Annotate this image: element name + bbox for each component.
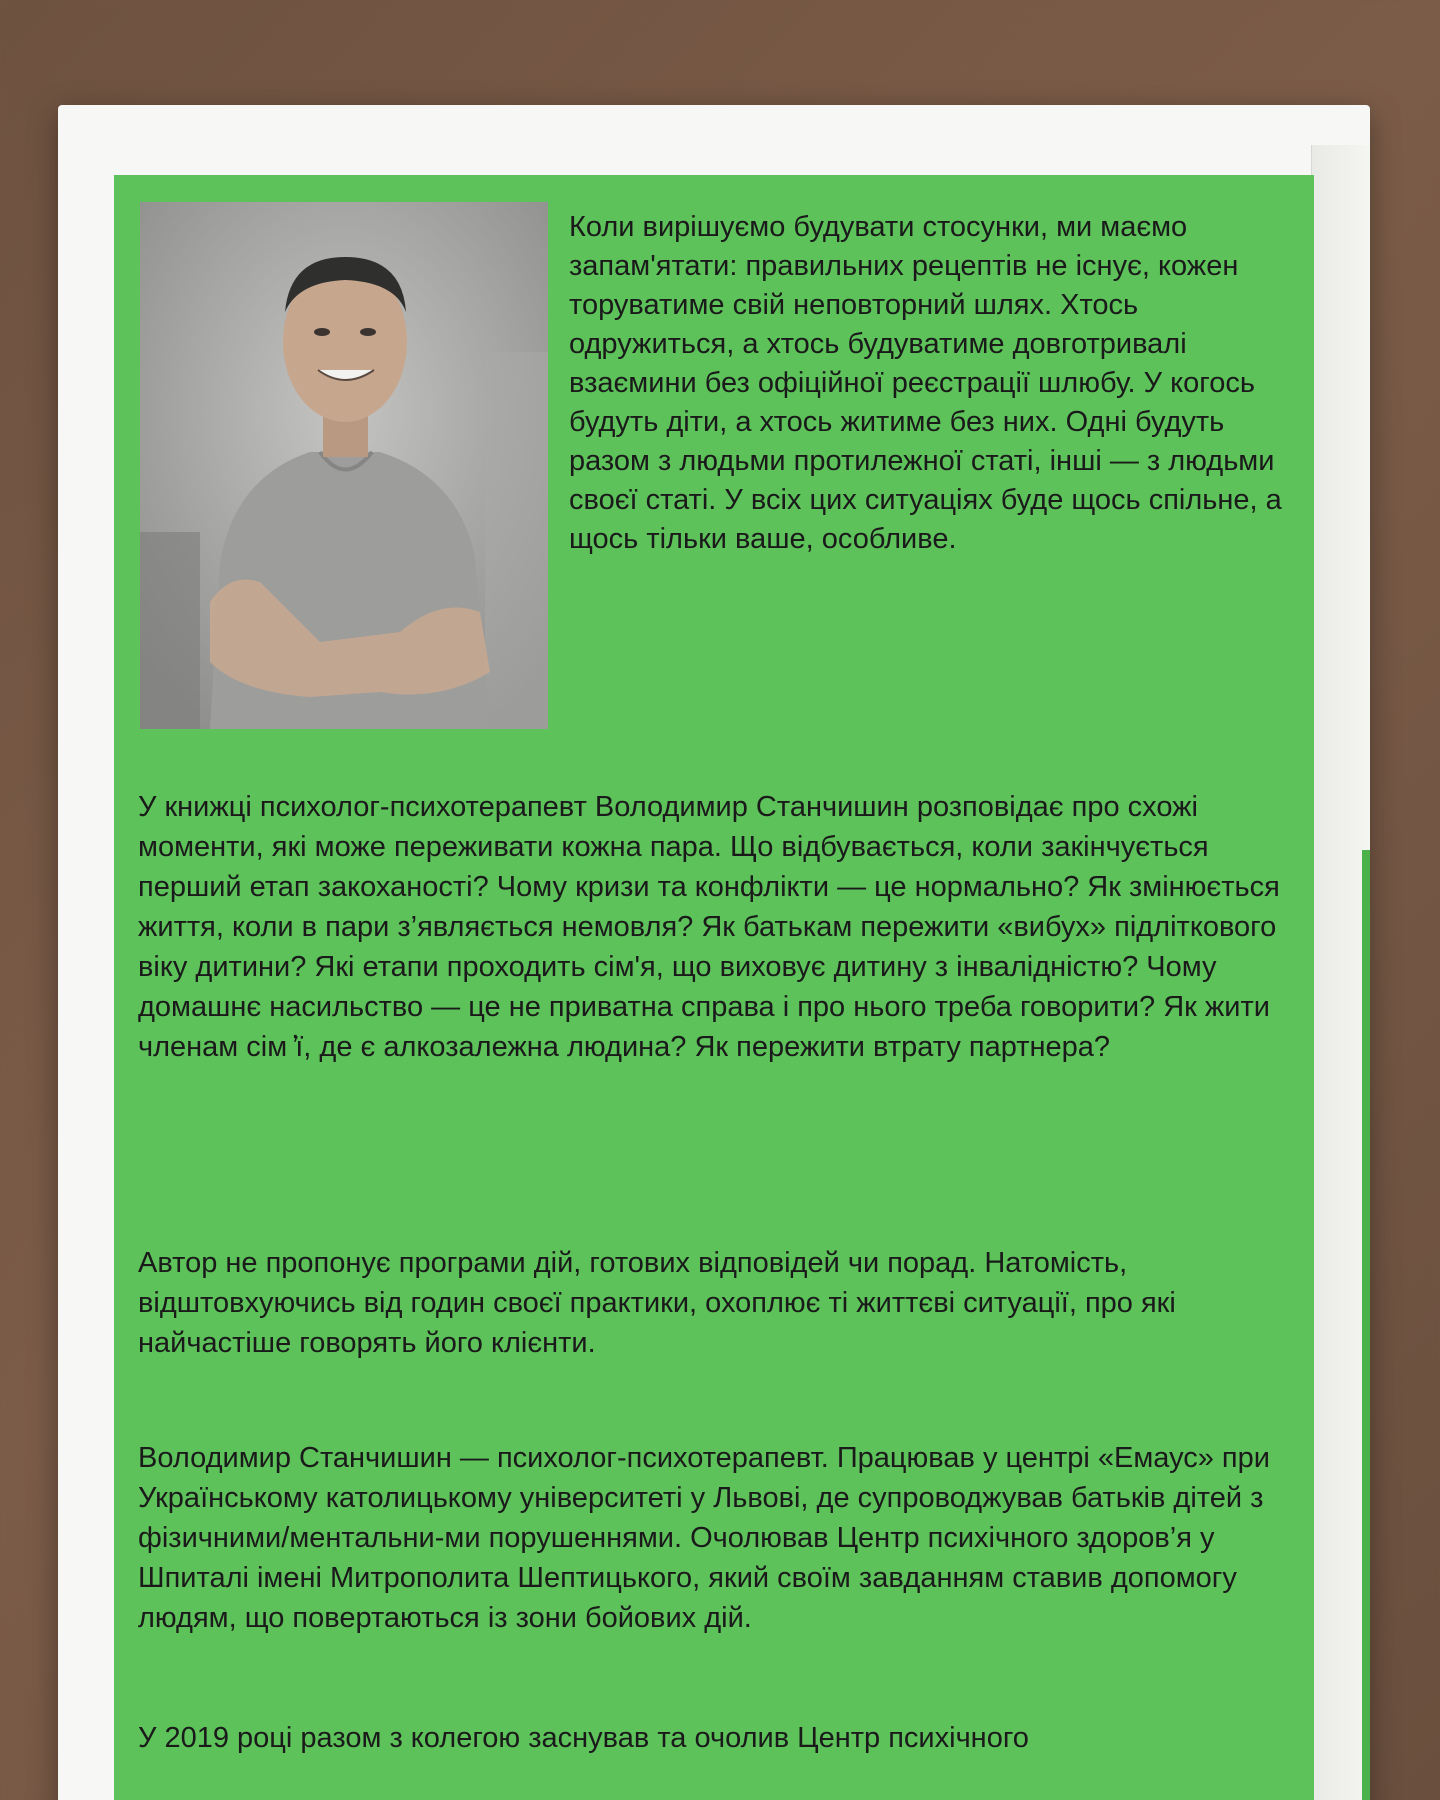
author-bio-paragraph: Володимир Станчишин — психолог-психотерапевт. Працював у центрі «Емаус» при Українському католицькому університеті у Львові, де супроводжував батьків дітей з фізичними/ментальни-ми порушеннями. Очолював Центр психічного здоров’я у Шпиталі імені Митрополита Шептицького, який своїм завданням ставив допомогу людям, що повертаються із зони бойових дій.	[138, 1442, 1270, 1634]
intro-quote: Коли вирішуємо будувати стосунки, ми маємо запам'ятати: правильних рецептів не існує, кожен торуватиме свій неповторний шлях. Хтось одружиться, а хтось будуватиме довготривалі взаємини без офіційної реєстрації шлюбу. У когось будуть діти, а хтось житиме без них. Одні будуть разом з людьми протилежної статі, інші — з людьми своєї статі. У всіх цих ситуаціях буде щось спільне, а щось тільки ваше, особливе.	[569, 211, 1282, 555]
author-photo	[140, 202, 548, 729]
book-spine-strip	[1362, 850, 1370, 1800]
author-bio-continuation: У 2019 році разом з колегою заснував та очолив Центр психічного	[138, 1722, 1029, 1754]
author-approach-paragraph: Автор не пропонує програми дій, готових відповідей чи порад. Натомість, відштовхуючись від годин своєї практики, охоплює ті життєві ситуації, про які найчастіше говорять його клієнти.	[138, 1247, 1176, 1359]
green-cover-panel	[114, 175, 1314, 1800]
description-paragraph: У книжці психолог-психотерапевт Володимир Станчишин розповідає про схожі моменти, які може переживати кожна пара. Що відбувається, коли закінчується перший етап закоханості? Чому кризи та конфлікти — це нормально? Як змінюється життя, коли в пари з’являється немовля? Як батькам пережити «вибух» підліткового віку дитини? Які етапи проходить сім'я, що виховує дитину з інвалідністю? Чому домашнє насильство — це не приватна справа і про нього треба говорити? Як жити членам сім ̓ї, де є алкозалежна людина? Як пережити втрату партнера?	[138, 791, 1280, 1063]
book-back-cover	[58, 105, 1370, 1800]
